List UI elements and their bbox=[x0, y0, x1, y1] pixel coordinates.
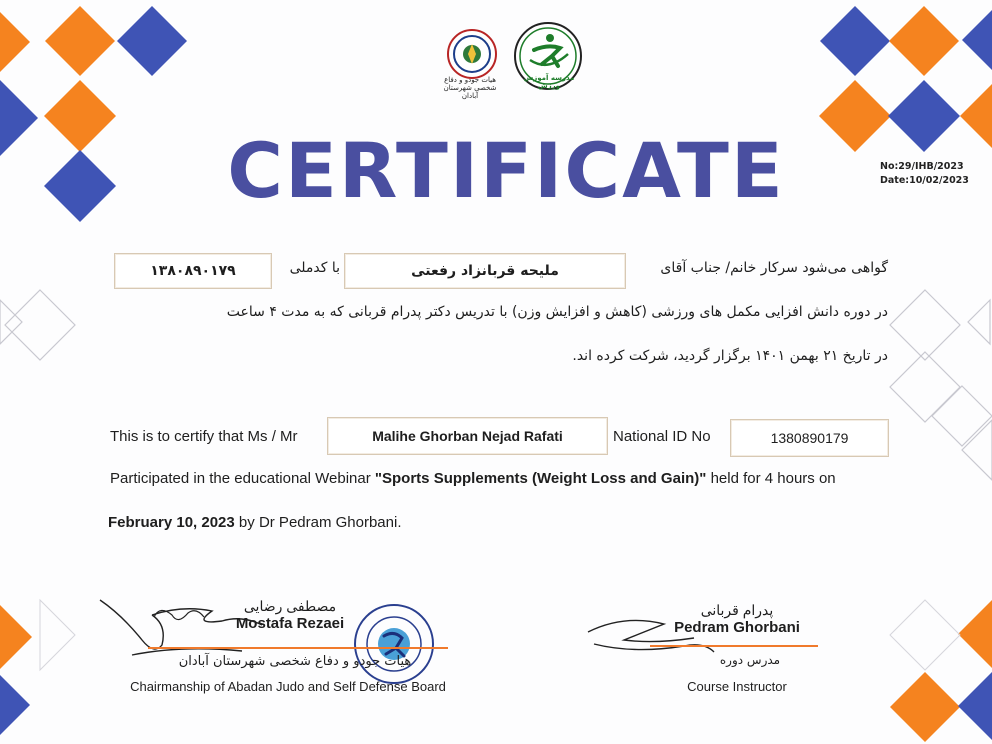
left-signature-rule bbox=[148, 647, 448, 649]
persian-id-label: با کدملی bbox=[289, 260, 340, 276]
national-id-box bbox=[730, 419, 889, 457]
english-line2-end: held for 4 hours on bbox=[710, 470, 836, 487]
right-signer-name-fa: پدرام قربانی bbox=[700, 602, 774, 618]
right-signer-name-en: Pedram Ghorbani bbox=[674, 619, 800, 636]
national-id-value: 1380890179 bbox=[770, 430, 849, 446]
persian-line1-lead: گواهی می‌شود سرکار خانم/ جناب آقای bbox=[660, 260, 888, 276]
right-signer-role-fa: مدرس دوره bbox=[719, 653, 781, 667]
persian-line2: در دوره دانش افزایی مکمل های ورزشی (کاهش و افزایش وزن) با تدریس دکتر پدرام قربانی که به مدت ۴ ساعت bbox=[226, 304, 888, 320]
bottom-right-diamonds bbox=[890, 600, 992, 742]
left-signer-org-fa: هیات جودو و دفاع شخصی شهرستان آبادان bbox=[178, 654, 412, 669]
certificate-meta bbox=[880, 160, 969, 188]
english-name: Malihe Ghorban Nejad Rafati bbox=[372, 428, 563, 444]
persian-name: ملیحه قربانزاد رفعتی bbox=[411, 263, 559, 279]
english-by: by bbox=[238, 514, 255, 531]
english-line2-start: Participated in the educational Webinar bbox=[110, 470, 371, 487]
sport-school-caption: مدرسه آموزش ورزش bbox=[523, 74, 575, 90]
national-id-label: National ID No bbox=[613, 428, 711, 445]
left-signer-role: Chairmanship of Abadan Judo and Self Defense Board bbox=[130, 679, 446, 694]
left-signer-name-fa: مصطفی رضایی bbox=[243, 598, 337, 614]
judo-board-caption: هیات جودو و دفاع شخصی شهرستان آبادان bbox=[443, 76, 497, 100]
english-name-box bbox=[327, 417, 608, 455]
left-signer-name-en: Mostafa Rezaei bbox=[235, 615, 345, 632]
top-right-diamonds bbox=[819, 6, 992, 152]
right-signer-block bbox=[662, 602, 812, 636]
outline-diamonds-left bbox=[0, 290, 75, 360]
certify-label: This is to certify that Ms / Mr bbox=[110, 428, 298, 445]
certificate-date: Date:10/02/2023 bbox=[880, 175, 969, 186]
persian-id-value: ۱۳۸۰۸۹۰۱۷۹ bbox=[150, 263, 236, 279]
header-logos bbox=[438, 18, 588, 98]
bottom-left-diamonds bbox=[0, 600, 75, 735]
doctor-name: Dr Pedram Ghorbani. bbox=[258, 514, 402, 531]
top-left-diamonds bbox=[0, 6, 187, 222]
certificate-title: CERTIFICATE bbox=[227, 126, 785, 215]
certificate-number: No:29/IHB/2023 bbox=[880, 161, 964, 172]
left-signer-block bbox=[220, 598, 360, 632]
english-line3 bbox=[108, 514, 402, 531]
judo-board-stamp-icon bbox=[352, 602, 436, 686]
right-signer-role: Course Instructor bbox=[687, 679, 787, 694]
outline-diamonds-right bbox=[890, 290, 992, 480]
english-line2 bbox=[110, 470, 836, 487]
persian-line3: در تاریخ ۲۱ بهمن ۱۴۰۱ برگزار گردید، شرکت کرده اند. bbox=[572, 348, 888, 364]
persian-name-box bbox=[344, 253, 626, 289]
webinar-title: "Sports Supplements (Weight Loss and Gain)" bbox=[374, 470, 707, 487]
persian-id-box bbox=[114, 253, 272, 289]
webinar-date: February 10, 2023 bbox=[108, 514, 235, 531]
right-signature-rule bbox=[650, 645, 818, 647]
